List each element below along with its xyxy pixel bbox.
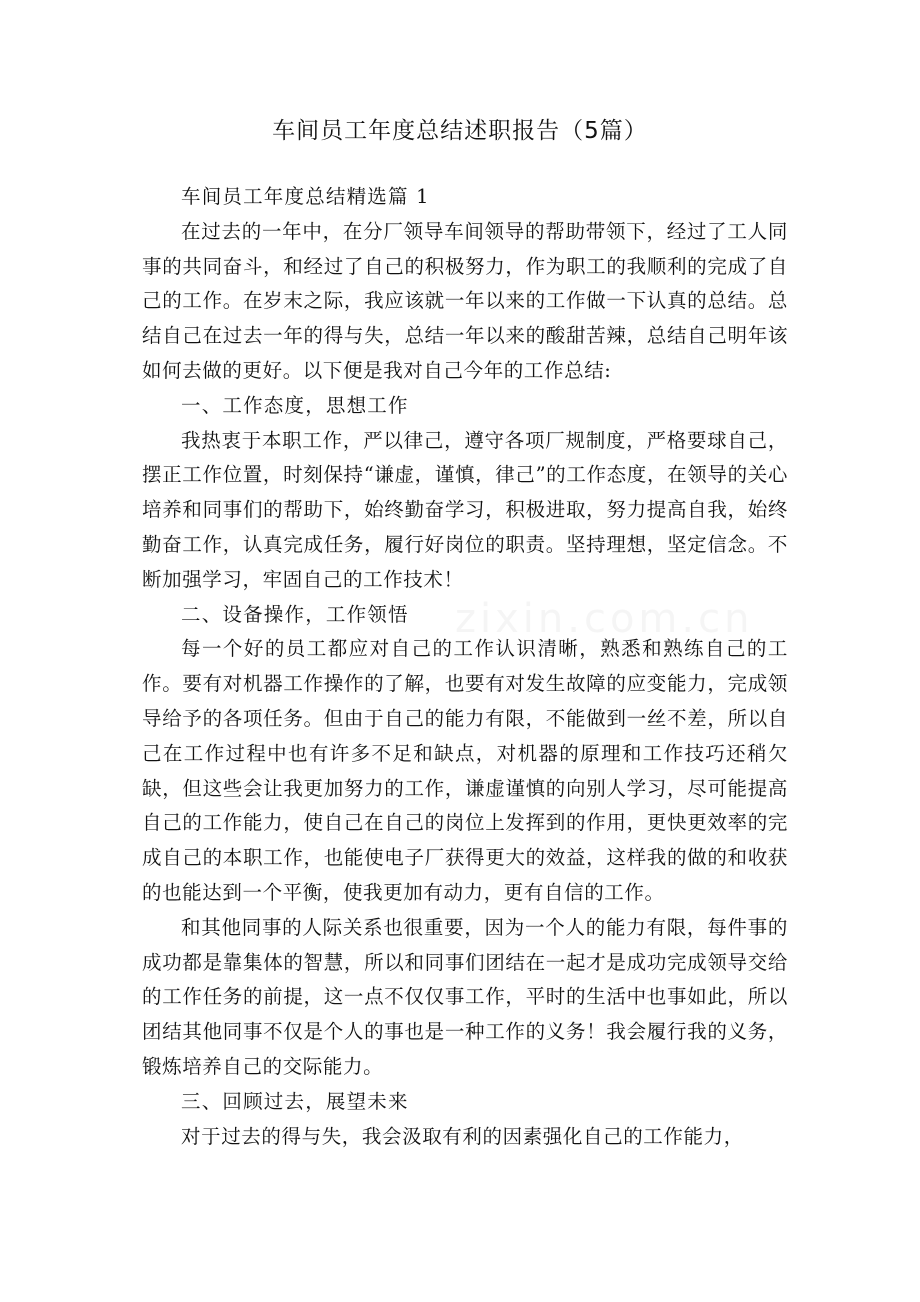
section-heading-review: 三、回顾过去，展望未来 [181, 1089, 409, 1113]
paragraph-review: 对于过去的得与失，我会汲取有利的因素强化自己的工作能力， [181, 1124, 744, 1148]
watermark-text: zixin.com.cn [455, 596, 754, 642]
document-body [142, 180, 788, 1154]
paragraph-attitude: 我热衷于本职工作，严以律己，遵守各项厂规制度，严格要球自己，摆正工作位置，时刻保持“谦虚，谨慎，律己”的工作态度，在领导的关心培养和同事们的帮助下，始终勤奋学习，积极进取，努力提高自我，始终勤奋工作，认真完成任务，履行好岗位的职责。坚持理想，坚定信念。不断加强学习，牢固自己的工作技术！ [142, 428, 788, 591]
paragraph-equipment: 每一个好的员工都应对自己的工作认识清晰，熟悉和熟练自己的工作。要有对机器工作操作的了解，也要有对发生故障的应变能力，完成领导给予的各项任务。但由于自己的能力有限，不能做到一丝不差，所以自己在工作过程中也有许多不足和缺点，对机器的原理和工作技巧还稍欠缺，但这些会让我更加努力的工作，谦虚谨慎的向别人学习，尽可能提高自己的工作能力，使自己在自己的岗位上发挥到的作用，更快更效率的完成自己的本职工作，也能使电子厂获得更大的效益，这样我的做的和收获的也能达到一个平衡，使我更加有动力，更有自信的工作。 [142, 637, 788, 904]
section-heading-equipment: 二、设备操作，工作领悟 [181, 602, 409, 626]
document-title: 车间员工年度总结述职报告（5篇） [272, 118, 648, 144]
paragraph-colleagues: 和其他同事的人际关系也很重要，因为一个人的能力有限，每件事的成功都是靠集体的智慧，所以和同事们团结在一起才是成功完成领导交给的工作任务的前提，这一点不仅仅事工作，平时的生活中也事如此，所以团结其他同事不仅是个人的事也是一种工作的义务！我会履行我的义务，锻炼培养自己的交际能力。 [142, 915, 788, 1078]
section-heading-part1: 车间员工年度总结精选篇 1 [181, 185, 430, 208]
paragraph-intro: 在过去的一年中，在分厂领导车间领导的帮助带领下，经过了工人同事的共同奋斗，和经过了自己的积极努力，作为职工的我顺利的完成了自己的工作。在岁末之际，我应该就一年以来的工作做一下认真的总结。总结自己在过去一年的得与失，总结一年以来的酸甜苦辣，总结自己明年该如何去做的更好。以下便是我对自己今年的工作总结: [142, 219, 788, 382]
section-heading-attitude: 一、工作态度，思想工作 [181, 393, 409, 417]
